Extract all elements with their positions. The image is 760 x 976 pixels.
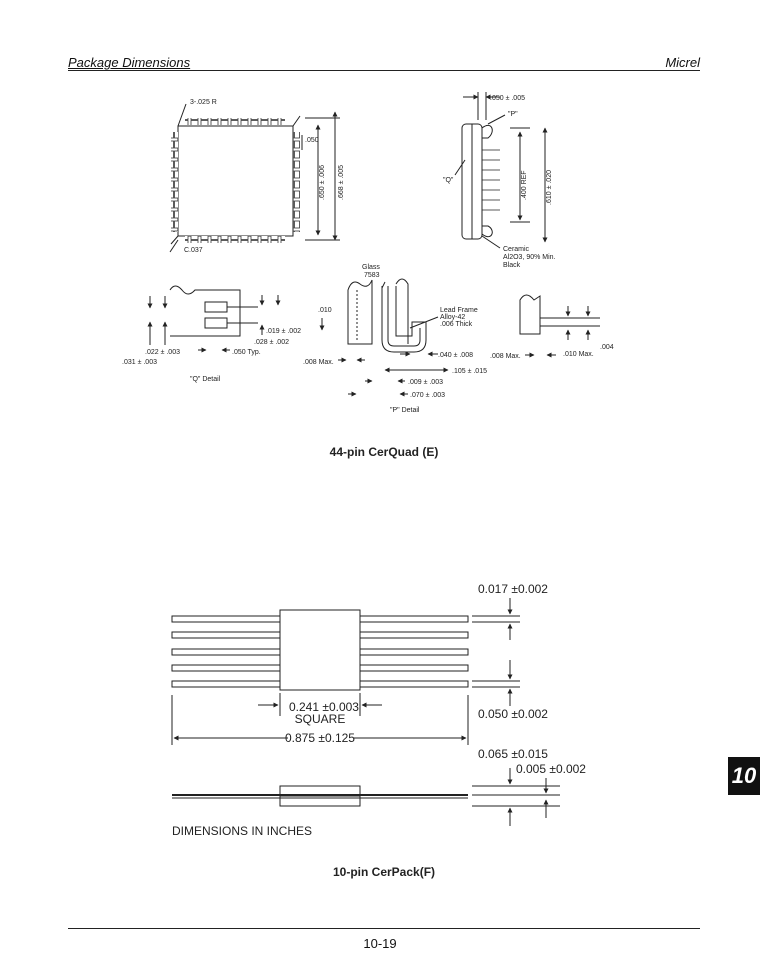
dim-668-label: .668 ± .005 (338, 165, 345, 200)
section-title: Package Dimensions (68, 55, 191, 70)
cerpack-dim-065: 0.065 ±0.015 (478, 747, 548, 761)
p-dim-010: .010 (318, 307, 332, 314)
dimensions-units-note: DIMENSIONS IN INCHES (172, 824, 313, 838)
q-dim-050typ: .050 Typ. (232, 349, 261, 356)
dim-400-label: .400 REF (521, 170, 528, 200)
ceramic-label: Ceramic (503, 246, 530, 253)
q-marker: "Q" (443, 177, 454, 184)
lead-thickness-label: .006 Thick (440, 321, 473, 328)
p-marker: "P" (508, 111, 518, 118)
cerpack-side-view (172, 768, 560, 826)
p-detail-drawing (322, 279, 448, 394)
p-detail-label: "P" Detail (390, 407, 420, 414)
page-number: 10-19 (363, 936, 397, 951)
cerpack-dim-050: 0.050 ±0.002 (478, 707, 548, 721)
lead-alloy-label: Alloy-42 (440, 314, 466, 321)
brand-name: Micrel (665, 55, 700, 70)
q-dim-019: .019 ± .002 (266, 328, 301, 335)
ceramic-material-label: Al2O3, 90% Min. (503, 254, 556, 261)
cerpack-title: 10-pin CerPack(F) (332, 865, 436, 879)
q-detail-label: "Q" Detail (190, 376, 221, 383)
glass-type-label: 7583 (364, 272, 380, 279)
side-dim-004: .004 (600, 344, 614, 351)
cerpack-dim-875: 0.875 ±0.125 (285, 731, 355, 745)
p-dim-008max: .008 Max. (303, 359, 334, 366)
p-dim-040: .040 ± .008 (438, 352, 473, 359)
cerpack-top-view (172, 598, 520, 745)
cerpack-dim-017: 0.017 ±0.002 (478, 582, 548, 596)
q-dim-022: .022 ± .003 (145, 349, 180, 356)
q-dim-028: .028 ± .002 (254, 339, 289, 346)
cerquad-side-view (455, 92, 545, 248)
radius-label: 3-.025 R (190, 99, 217, 106)
pitch-050-label: .050 (305, 137, 319, 144)
pitch-top-label: .050 ± .005 (490, 95, 525, 102)
side-detail-drawing (520, 295, 600, 355)
lead-frame-label: Lead Frame (440, 307, 478, 314)
section-tab: 10 (728, 757, 760, 795)
dim-610-label: .610 ± .020 (546, 170, 553, 205)
side-dim-010max: .010 Max. (563, 351, 594, 358)
cerquad-top-view (170, 104, 340, 252)
footer-rule (68, 928, 700, 929)
dim-650-label: .650 ± .006 (319, 165, 326, 200)
cerpack-dim-241: 0.241 ±0.003 (289, 700, 359, 714)
cerpack-square-label: SQUARE (294, 712, 346, 726)
ceramic-color-label: Black (503, 262, 521, 269)
cerquad-title: 44-pin CerQuad (E) (329, 445, 439, 459)
p-dim-070: .070 ± .003 (410, 392, 445, 399)
glass-label: Glass (362, 264, 380, 271)
p-dim-105: .105 ± .015 (452, 368, 487, 375)
side-dim-008max: .008 Max. (490, 353, 521, 360)
q-dim-031: .031 ± .003 (122, 359, 157, 366)
chamfer-label: C.037 (184, 247, 203, 254)
p-dim-009: .009 ± .003 (408, 379, 443, 386)
cerpack-dim-005: 0.005 ±0.002 (516, 762, 586, 776)
